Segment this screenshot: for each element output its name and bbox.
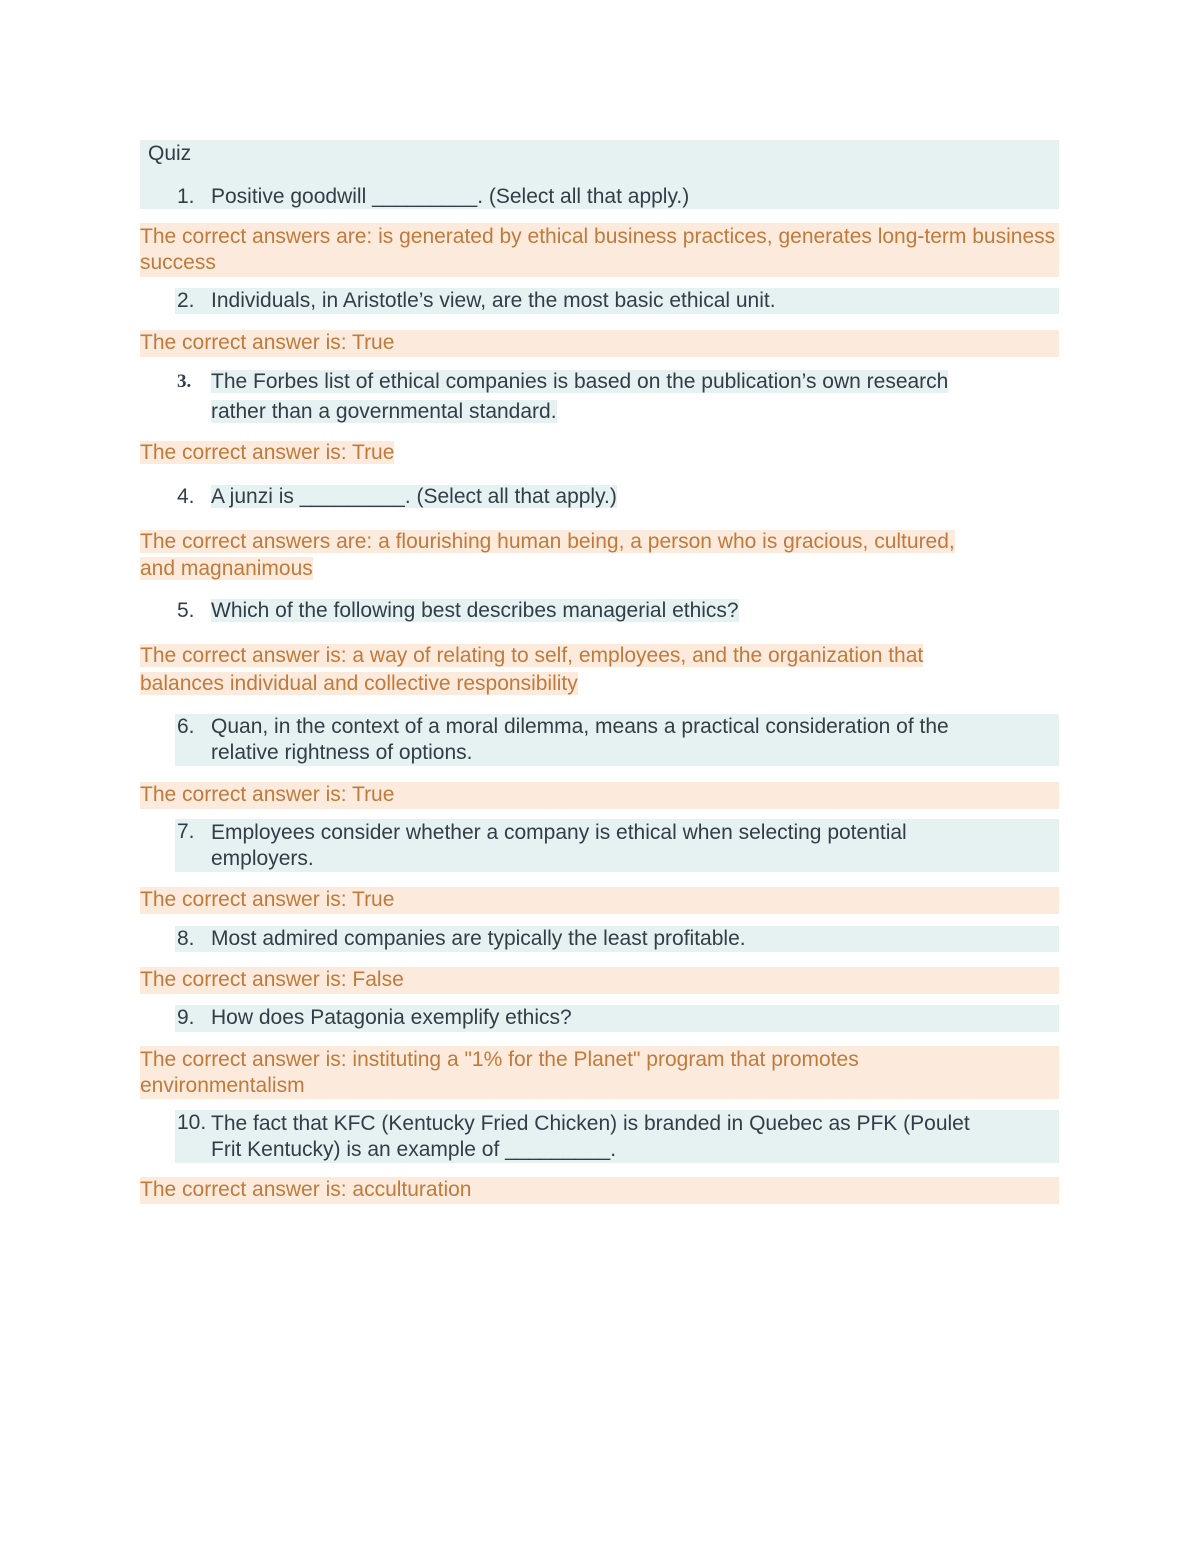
answer-text: The correct answer is: True — [140, 783, 395, 806]
question-text-line: relative rightness of options. — [211, 741, 473, 764]
answer-text-line: balances individual and collective responsibility — [140, 672, 578, 695]
quiz-title: Quiz — [148, 142, 192, 165]
question-text-line: employers. — [211, 847, 314, 870]
question-number: 2. — [177, 289, 195, 312]
question-text: How does Patagonia exemplify ethics? — [211, 1006, 572, 1029]
question-number: 5. — [177, 599, 195, 622]
question-text-line: Employees consider whether a company is ethical when selecting potential — [211, 821, 907, 844]
answer-text: The correct answer is: False — [140, 968, 404, 991]
question-number: 10. — [177, 1111, 207, 1134]
answer-6 — [140, 782, 1059, 809]
answer-text-line: environmentalism — [140, 1074, 305, 1097]
answer-text: The correct answer is: True — [140, 441, 395, 464]
question-text: Positive goodwill _________. (Select all that apply.) — [211, 185, 690, 208]
question-number: 9. — [177, 1006, 195, 1029]
question-number: 6. — [177, 715, 195, 738]
question-text-line: The fact that KFC (Kentucky Fried Chicken) is branded in Quebec as PFK (Poulet — [211, 1112, 970, 1135]
answer-text: The correct answer is: acculturation — [140, 1178, 472, 1201]
answer-5 — [140, 642, 1059, 698]
question-number: 7. — [177, 820, 195, 843]
answer-9 — [140, 1046, 1059, 1099]
question-text-line: Frit Kentucky) is an example of _________. — [211, 1138, 617, 1161]
answer-4 — [140, 528, 1059, 584]
question-number: 8. — [177, 927, 195, 950]
question-text: Individuals, in Aristotle’s view, are the most basic ethical unit. — [211, 289, 776, 312]
question-2 — [175, 288, 1059, 314]
answer-10 — [140, 1177, 1059, 1204]
question-3 — [175, 367, 1059, 427]
question-7 — [175, 819, 1059, 872]
answer-text-line: and magnanimous — [140, 557, 313, 580]
question-text-line: rather than a governmental standard. — [211, 400, 557, 423]
question-text-line: The Forbes list of ethical companies is based on the publication’s own research — [211, 370, 949, 393]
answer-8 — [140, 967, 1059, 994]
question-number: 3. — [177, 371, 192, 392]
question-1 — [175, 184, 1059, 209]
question-number: 4. — [177, 485, 195, 508]
question-number: 1. — [177, 185, 195, 208]
question-5 — [175, 598, 1059, 626]
answer-text-line: The correct answers are: a flourishing human being, a person who is gracious, cultured, — [140, 530, 955, 553]
answer-text-line: The correct answer is: a way of relating to self, employees, and the organization that — [140, 644, 924, 667]
question-text: Most admired companies are typically the least profitable. — [211, 927, 746, 950]
answer-text: The correct answer is: True — [140, 888, 395, 911]
answer-text: The correct answers are: is generated by ethical business practices, generates long-term business success — [140, 225, 1056, 274]
question-text-line: Quan, in the context of a moral dilemma, means a practical consideration of the — [211, 715, 949, 738]
answer-text-line: The correct answer is: instituting a "1% for the Planet" program that promotes — [140, 1048, 859, 1071]
question-text: A junzi is _________. (Select all that apply.) — [211, 485, 617, 508]
question-9 — [175, 1005, 1059, 1032]
answer-text: The correct answer is: True — [140, 331, 395, 354]
question-text: Which of the following best describes managerial ethics? — [211, 599, 739, 622]
question-4 — [175, 484, 1059, 512]
question-6 — [175, 714, 1059, 766]
answer-1 — [140, 223, 1059, 277]
answer-7 — [140, 887, 1059, 914]
question-10 — [175, 1110, 1059, 1163]
answer-3 — [140, 440, 1059, 467]
answer-2 — [140, 330, 1059, 357]
question-8 — [175, 926, 1059, 952]
